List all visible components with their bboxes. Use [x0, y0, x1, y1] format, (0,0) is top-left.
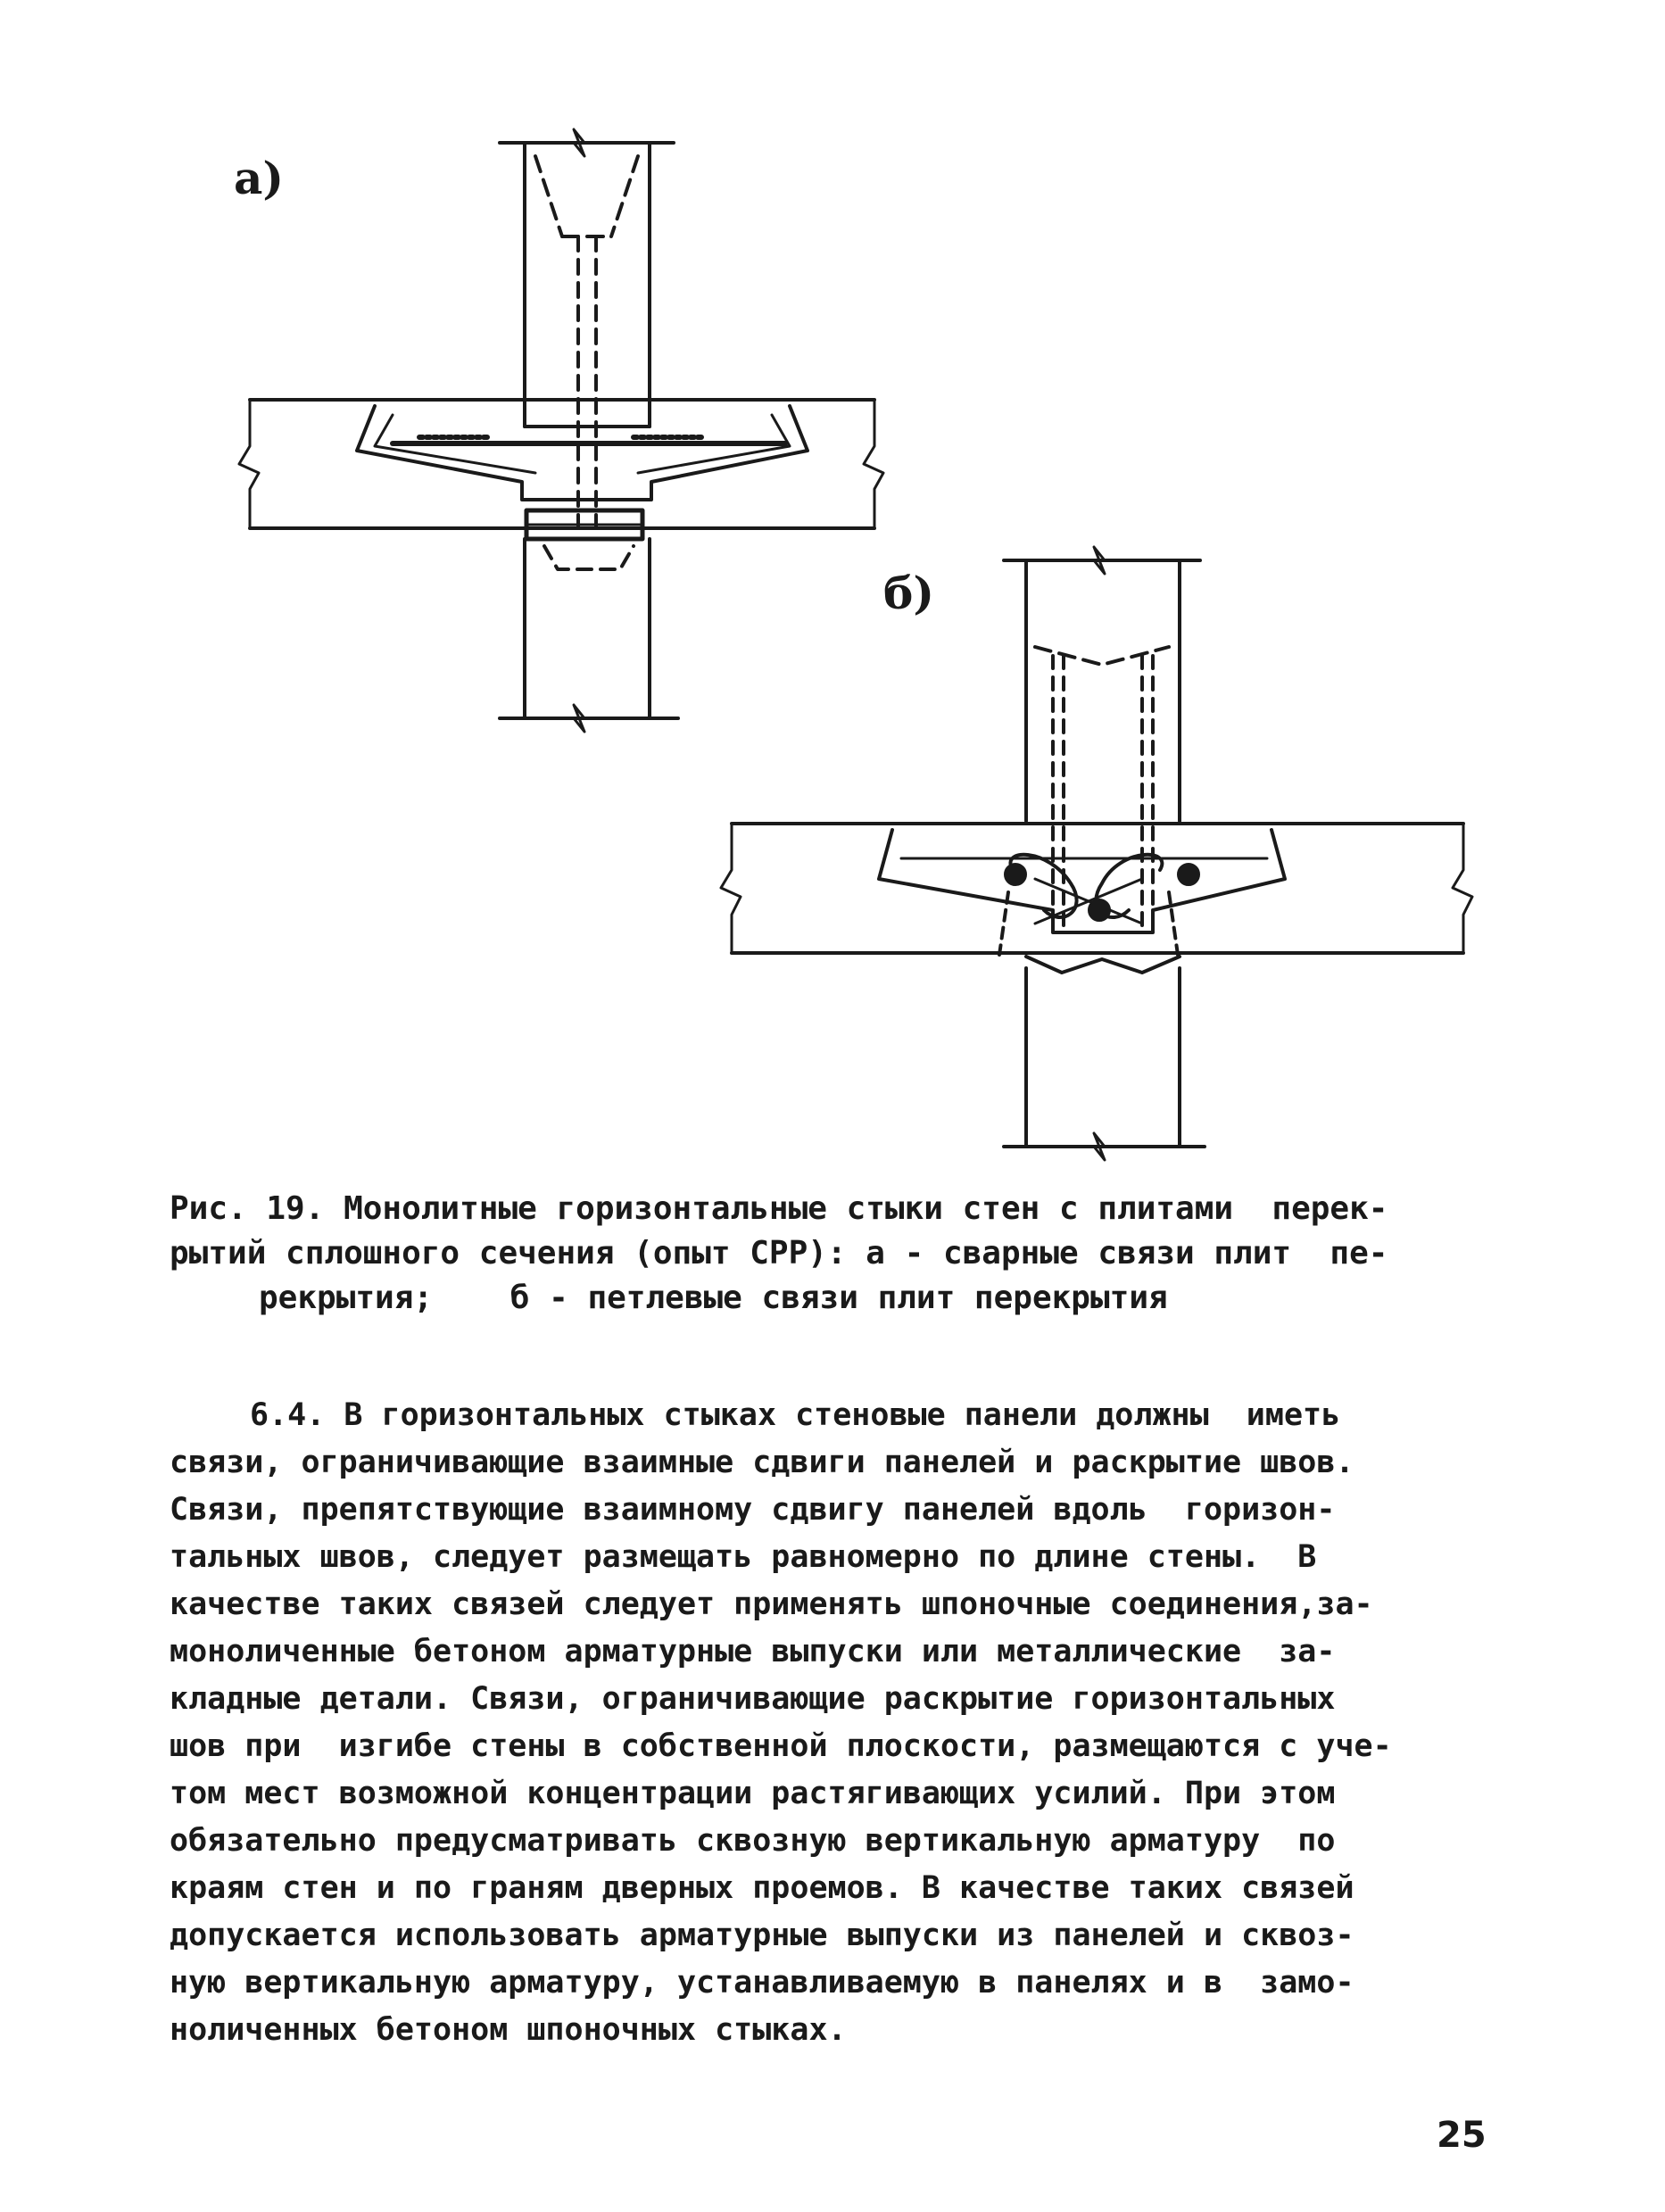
drawing-a-welded-joint	[239, 129, 883, 732]
body-line: качестве таких связей следует применять шпоночные соединения,за-	[170, 1587, 1373, 1622]
figure-caption	[170, 1187, 1490, 1321]
body-line: моноличенные бетоном арматурные выпуски или металлические за-	[170, 1634, 1336, 1669]
paragraph-6-4	[170, 1392, 1481, 2054]
body-line: 6.4. В горизонтальных стыках стеновые панели должны иметь	[250, 1397, 1341, 1433]
body-line: кладные детали. Связи, ограничивающие раскрытие горизонтальных	[170, 1681, 1336, 1717]
body-line: шов при изгибе стены в собственной плоскости, размещаются с уче-	[170, 1728, 1392, 1764]
figure-label-a: а)	[234, 152, 285, 204]
caption-line: рытий сплошного сечения (опыт СРР): а - сварные связи плит пе-	[170, 1235, 1388, 1272]
drawing-b-loop-joint	[721, 547, 1472, 1160]
body-line: Связи, препятствующие взаимному сдвигу панелей вдоль горизон-	[170, 1492, 1336, 1528]
body-line: краям стен и по граням дверных проемов. В качестве таких связей	[170, 1870, 1354, 1906]
caption-line: рекрытия; б - петлевые связи плит перекрытия	[259, 1280, 1168, 1316]
body-line: ную вертикальную арматуру, устанавливаемую в панелях и в замо-	[170, 1965, 1354, 2001]
body-line: тальных швов, следует размещать равномерно по длине стены. В	[170, 1539, 1317, 1575]
body-line: ноличенных бетоном шпоночных стыках.	[170, 2012, 847, 2048]
body-line: том мест возможной концентрации растягивающих усилий. При этом	[170, 1776, 1336, 1811]
page-number: 25	[1437, 2115, 1487, 2156]
figure-label-b: б)	[883, 567, 935, 619]
body-line: допускается использовать арматурные выпуски из панелей и сквоз-	[170, 1918, 1354, 1953]
body-line: связи, ограничивающие взаимные сдвиги панелей и раскрытие швов.	[170, 1445, 1354, 1480]
caption-line: Рис. 19. Монолитные горизонтальные стыки стен с плитами перек-	[170, 1190, 1388, 1227]
body-line: обязательно предусматривать сквозную вертикальную арматуру по	[170, 1823, 1336, 1859]
